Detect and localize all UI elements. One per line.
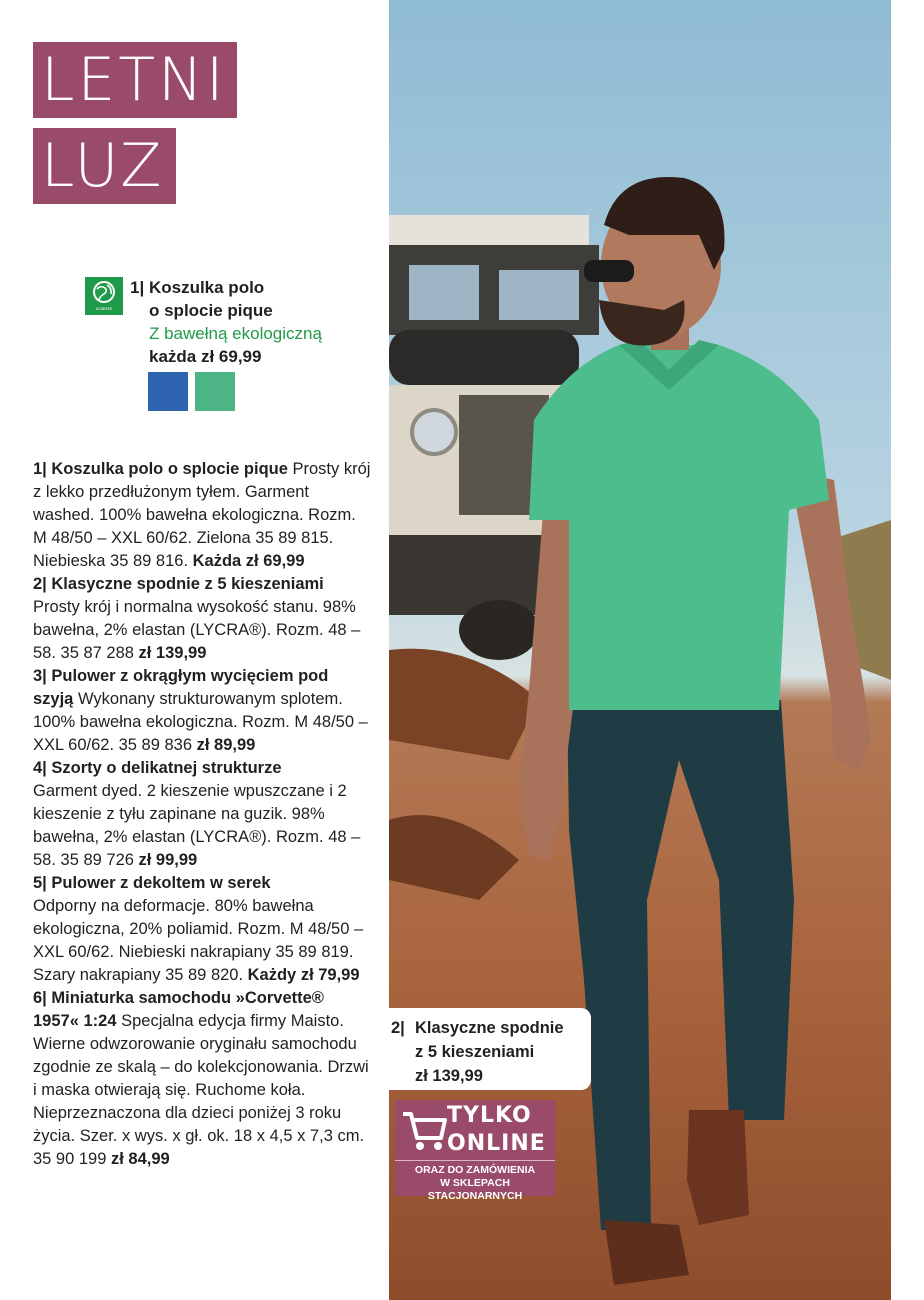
item-number: 4|	[33, 759, 47, 777]
callout-line1: Klasyczne spodnie	[415, 1019, 564, 1037]
shopping-cart-icon	[399, 1104, 451, 1156]
item-text: Garment dyed. 2 kieszenie wpuszczane i 2 kieszenie z tyłu zapinane na guzik. 98% bawełna, 2% elastan (LYCRA®). Rozm. 48 – 58. 35 89 726	[33, 782, 361, 869]
product-item	[33, 872, 373, 987]
featured-note: Z bawełną ekologiczną	[149, 324, 322, 343]
item-price: zł 99,99	[138, 851, 198, 869]
title-line-1: LETNI	[33, 42, 237, 118]
featured-name-line1: Koszulka polo	[148, 278, 265, 297]
item-text: Odporny na deformacje. 80% bawełna ekologiczna, 20% poliamid. Rozm. M 48/50 – XXL 60/62. Niebieski nakrapiany 35 89 819. Szary nakrapiany 35 89 820.	[33, 897, 364, 984]
item-name: Koszulka polo o splocie pique	[51, 460, 288, 478]
featured-product	[130, 276, 322, 368]
callout-line2: z 5 kieszeniami	[415, 1043, 535, 1061]
item-name: Pulower z dekoltem w serek	[51, 874, 271, 892]
item-price: zł 84,99	[111, 1150, 170, 1168]
item-name: Miniaturka samochodu »Corvette® 1957« 1:24	[33, 989, 324, 1030]
item-price: Każda zł 69,99	[192, 552, 305, 570]
eco-badge	[85, 277, 123, 319]
product-item	[33, 458, 373, 573]
trousers-callout	[389, 1008, 591, 1090]
badge-sub1: ORAZ DO ZAMÓWIENIA	[414, 1164, 536, 1176]
color-swatch-blue	[148, 372, 188, 411]
product-item	[33, 573, 373, 665]
product-item	[33, 757, 373, 872]
item-name: Szorty o delikatnej strukturze	[51, 759, 282, 777]
eco-badge-label: DOBRZE ZROBIONE	[93, 306, 115, 319]
badge-line2: ONLINE	[447, 1131, 546, 1156]
badge-divider	[395, 1160, 555, 1161]
item-price: zł 139,99	[138, 644, 207, 662]
item-number: 5|	[33, 874, 47, 892]
product-item	[33, 665, 373, 757]
badge-sub2: W SKLEPACH STACJONARNYCH	[427, 1177, 523, 1202]
featured-price: każda zł 69,99	[149, 347, 262, 366]
item-text: Prosty krój z lekko przedłużonym tyłem. Garment washed. 100% bawełna ekologiczna. Rozm. M 48/50 – XXL 60/62. Zielona 35 89 815. Niebieska 35 89 816.	[33, 460, 371, 570]
callout-price: zł 139,99	[415, 1067, 483, 1085]
featured-number: 1|	[130, 278, 145, 297]
item-number: 2|	[33, 575, 47, 593]
title-line-2: LUZ	[33, 128, 176, 204]
callout-number: 2|	[391, 1019, 405, 1037]
item-text: Wykonany strukturowanym splotem. 100% bawełna ekologiczna. Rozm. M 48/50 –XXL 60/62. 35 89 836	[33, 690, 368, 754]
color-swatch-green	[195, 372, 235, 411]
item-text: Prosty krój i normalna wysokość stanu. 98% bawełna, 2% elastan (LYCRA®). Rozm. 48 – 58. 35 87 288	[33, 598, 361, 662]
item-price: zł 89,99	[196, 736, 256, 754]
item-name: Klasyczne spodnie z 5 kieszeniami	[51, 575, 324, 593]
item-number: 3|	[33, 667, 47, 685]
product-descriptions	[33, 458, 373, 1171]
featured-name-line2: o splocie pique	[149, 301, 273, 320]
product-item	[33, 987, 373, 1171]
globe-leaf-icon	[85, 277, 123, 305]
right-margin	[891, 0, 924, 1300]
item-name: Pulower z okrągłym wycięciem pod szyją	[33, 667, 329, 708]
item-price: Każdy zł 79,99	[247, 966, 360, 984]
item-number: 1|	[33, 460, 47, 478]
online-only-badge	[395, 1100, 555, 1202]
item-text: Specjalna edycja firmy Maisto. Wierne odwzorowanie oryginału samochodu zgodnie ze skalą – do kolekcjonowania. Drzwi i maska otwierają się. Ruchome koła. Nieprzeznaczona dla dzieci poniżej 3 roku życia. Szer. x wys. x gł. ok. 18 x 4,5 x 7,3 cm. 35 90 199	[33, 1012, 369, 1168]
badge-line1: TYLKO	[447, 1103, 532, 1128]
item-number: 6|	[33, 989, 47, 1007]
